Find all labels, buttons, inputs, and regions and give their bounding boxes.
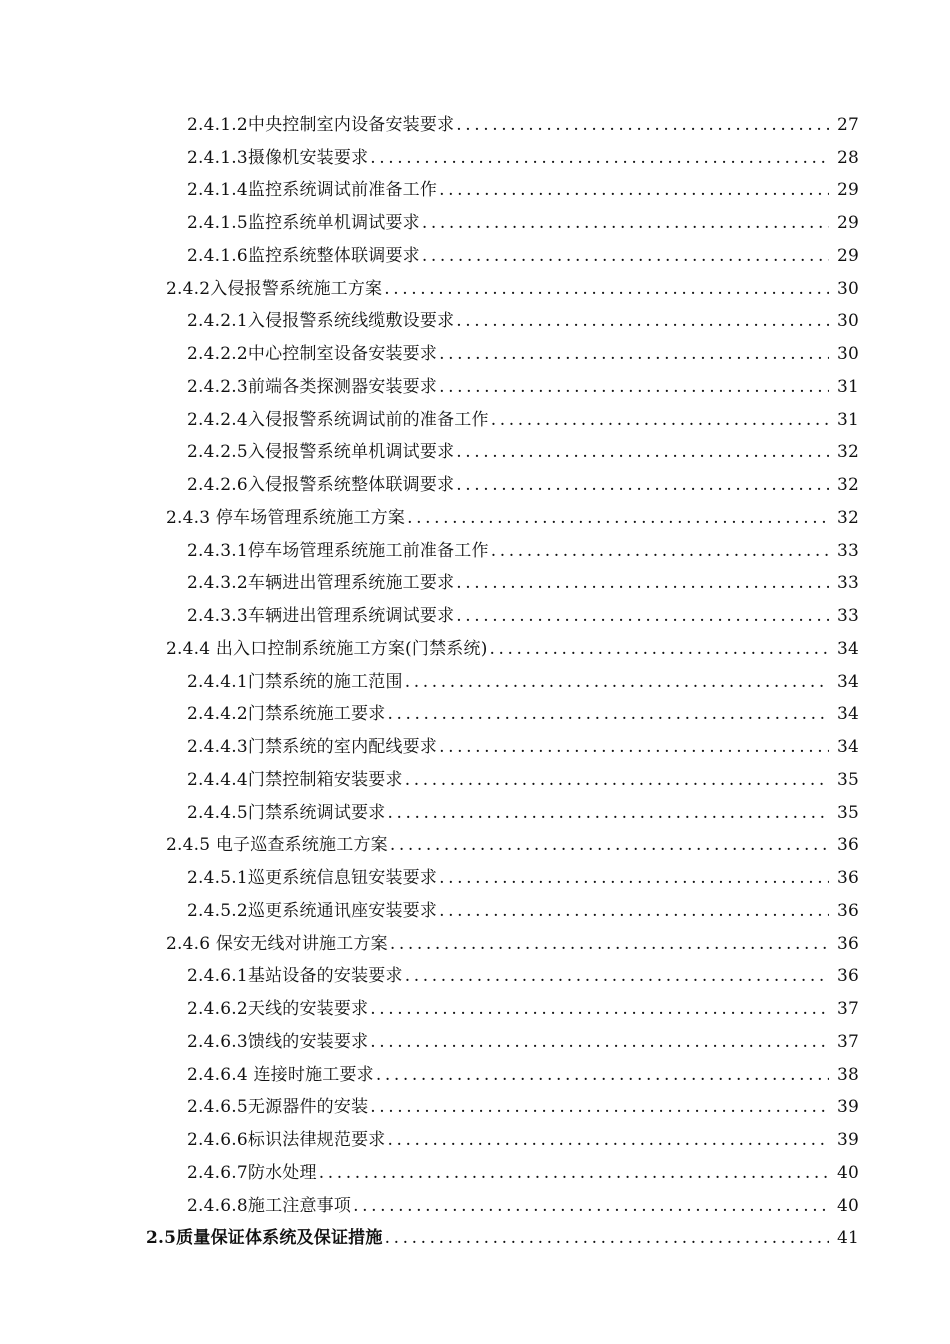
toc-entry[interactable] <box>0 1092 950 1125</box>
toc-entry-title: 2.4.5.2巡更系统通讯座安装要求 <box>187 900 438 921</box>
toc-entry[interactable] <box>0 699 950 732</box>
toc-leader-dots <box>422 215 829 232</box>
toc-entry-page-number: 39 <box>836 1097 859 1118</box>
toc-entry-page-number: 33 <box>836 606 859 627</box>
toc-entry-page-number: 30 <box>836 344 859 365</box>
toc-entry-title: 2.4.1.4监控系统调试前准备工作 <box>187 180 438 201</box>
toc-leader-dots <box>370 150 829 167</box>
toc-leader-dots <box>422 248 829 265</box>
toc-entry[interactable] <box>0 1059 950 1092</box>
toc-entry[interactable] <box>0 404 950 437</box>
toc-leader-dots <box>387 706 829 723</box>
toc-entry[interactable] <box>0 797 950 830</box>
toc-entry-page-number: 33 <box>836 573 859 594</box>
toc-entry-title: 2.4.6.2天线的安装要求 <box>187 999 369 1020</box>
toc-entry-title: 2.4.3 停车场管理系统施工方案 <box>166 507 406 528</box>
table-of-contents <box>0 109 950 1255</box>
toc-leader-dots <box>439 870 829 887</box>
toc-entry-title: 2.4.1.2中央控制室内设备安装要求 <box>187 114 455 135</box>
toc-entry-title: 2.4.6.6标识法律规范要求 <box>187 1130 386 1151</box>
toc-entry-title: 2.4.2.6入侵报警系统整体联调要求 <box>187 475 455 496</box>
toc-leader-dots <box>384 281 829 298</box>
toc-entry[interactable] <box>0 1223 950 1256</box>
toc-leader-dots <box>370 1099 829 1116</box>
toc-leader-dots <box>456 477 829 494</box>
toc-entry-page-number: 40 <box>836 1195 859 1216</box>
toc-entry-page-number: 35 <box>836 769 859 790</box>
toc-entry-page-number: 35 <box>836 802 859 823</box>
toc-entry[interactable] <box>0 666 950 699</box>
toc-entry[interactable] <box>0 1190 950 1223</box>
toc-leader-dots <box>405 968 829 985</box>
toc-entry-title: 2.5质量保证体系统及保证措施 <box>146 1228 383 1249</box>
toc-entry[interactable] <box>0 207 950 240</box>
toc-entry-page-number: 34 <box>836 737 859 758</box>
toc-entry-page-number: 34 <box>836 638 859 659</box>
toc-entry[interactable] <box>0 961 950 994</box>
toc-entry-page-number: 33 <box>836 540 859 561</box>
toc-leader-dots <box>370 1034 829 1051</box>
toc-entry[interactable] <box>0 142 950 175</box>
toc-leader-dots <box>456 117 829 134</box>
toc-entry[interactable] <box>0 928 950 961</box>
toc-leader-dots <box>376 1067 829 1084</box>
toc-entry[interactable] <box>0 502 950 535</box>
toc-leader-dots <box>456 575 829 592</box>
toc-entry-page-number: 37 <box>836 1031 859 1052</box>
toc-entry[interactable] <box>0 1124 950 1157</box>
toc-entry-title: 2.4.6.3馈线的安装要求 <box>187 1031 369 1052</box>
toc-entry-page-number: 31 <box>836 409 859 430</box>
toc-entry-page-number: 40 <box>836 1162 859 1183</box>
toc-entry[interactable] <box>0 175 950 208</box>
toc-entry-title: 2.4.3.1停车场管理系统施工前准备工作 <box>187 540 489 561</box>
toc-leader-dots <box>491 543 829 560</box>
toc-entry-title: 2.4.6.7防水处理 <box>187 1162 317 1183</box>
toc-entry-title: 2.4.4.5门禁系统调试要求 <box>187 802 386 823</box>
toc-entry[interactable] <box>0 469 950 502</box>
toc-leader-dots <box>387 805 829 822</box>
toc-entry[interactable] <box>0 600 950 633</box>
toc-entry[interactable] <box>0 437 950 470</box>
toc-leader-dots <box>319 1165 829 1182</box>
toc-entry-title: 2.4.2.3前端各类探测器安装要求 <box>187 376 438 397</box>
toc-entry-page-number: 37 <box>836 999 859 1020</box>
toc-entry-title: 2.4.6.1基站设备的安装要求 <box>187 966 403 987</box>
toc-entry-title: 2.4.5.1巡更系统信息钮安装要求 <box>187 868 438 889</box>
toc-entry-page-number: 30 <box>836 278 859 299</box>
toc-leader-dots <box>491 412 829 429</box>
toc-entry-title: 2.4.4.3门禁系统的室内配线要求 <box>187 737 438 758</box>
toc-entry-page-number: 36 <box>836 966 859 987</box>
toc-leader-dots <box>439 182 829 199</box>
toc-leader-dots <box>385 1230 829 1247</box>
toc-entry-title: 2.4.5 电子巡查系统施工方案 <box>166 835 388 856</box>
toc-entry-title: 2.4.6.4 连接时施工要求 <box>187 1064 374 1085</box>
toc-entry-title: 2.4.1.6监控系统整体联调要求 <box>187 245 420 266</box>
toc-entry-title: 2.4.4.2门禁系统施工要求 <box>187 704 386 725</box>
toc-entry-page-number: 39 <box>836 1130 859 1151</box>
toc-entry-page-number: 29 <box>836 213 859 234</box>
toc-entry-title: 2.4.4 出入口控制系统施工方案(门禁系统) <box>166 638 488 659</box>
toc-entry-title: 2.4.2入侵报警系统施工方案 <box>166 278 383 299</box>
toc-leader-dots <box>439 903 829 920</box>
toc-entry-title: 2.4.6.5无源器件的安装 <box>187 1097 369 1118</box>
toc-leader-dots <box>387 1132 829 1149</box>
toc-entry-page-number: 32 <box>836 442 859 463</box>
toc-leader-dots <box>456 444 829 461</box>
toc-entry[interactable] <box>0 633 950 666</box>
toc-entry-title: 2.4.2.4入侵报警系统调试前的准备工作 <box>187 409 489 430</box>
toc-entry[interactable] <box>0 240 950 273</box>
toc-entry[interactable] <box>0 371 950 404</box>
toc-entry[interactable] <box>0 1026 950 1059</box>
toc-entry-page-number: 36 <box>836 900 859 921</box>
toc-entry-page-number: 32 <box>836 507 859 528</box>
toc-leader-dots <box>370 1001 829 1018</box>
toc-leader-dots <box>405 674 829 691</box>
toc-entry-title: 2.4.2.2中心控制室设备安装要求 <box>187 344 438 365</box>
toc-leader-dots <box>439 346 829 363</box>
toc-entry-page-number: 36 <box>836 933 859 954</box>
toc-entry[interactable] <box>0 109 950 142</box>
toc-entry-page-number: 41 <box>836 1228 859 1249</box>
toc-entry-title: 2.4.2.1入侵报警系统线缆敷设要求 <box>187 311 455 332</box>
toc-leader-dots <box>405 772 829 789</box>
toc-entry[interactable] <box>0 764 950 797</box>
toc-entry-title: 2.4.3.3车辆进出管理系统调试要求 <box>187 606 455 627</box>
toc-leader-dots <box>353 1198 829 1215</box>
toc-entry-title: 2.4.2.5入侵报警系统单机调试要求 <box>187 442 455 463</box>
toc-leader-dots <box>390 936 829 953</box>
toc-leader-dots <box>439 379 829 396</box>
toc-entry[interactable] <box>0 306 950 339</box>
toc-entry-page-number: 34 <box>836 671 859 692</box>
toc-leader-dots <box>456 608 829 625</box>
toc-entry-page-number: 27 <box>836 114 859 135</box>
toc-leader-dots <box>456 313 829 330</box>
toc-leader-dots <box>390 837 829 854</box>
toc-entry[interactable] <box>0 862 950 895</box>
toc-entry-page-number: 29 <box>836 245 859 266</box>
toc-entry-title: 2.4.4.1门禁系统的施工范围 <box>187 671 403 692</box>
toc-entry-page-number: 36 <box>836 868 859 889</box>
toc-leader-dots <box>407 510 829 527</box>
toc-entry-page-number: 34 <box>836 704 859 725</box>
toc-entry-title: 2.4.6.8施工注意事项 <box>187 1195 352 1216</box>
toc-entry-title: 2.4.4.4门禁控制箱安装要求 <box>187 769 403 790</box>
toc-entry-title: 2.4.6 保安无线对讲施工方案 <box>166 933 388 954</box>
toc-entry-page-number: 36 <box>836 835 859 856</box>
toc-entry-title: 2.4.3.2车辆进出管理系统施工要求 <box>187 573 455 594</box>
toc-entry[interactable] <box>0 338 950 371</box>
toc-entry[interactable] <box>0 568 950 601</box>
toc-entry-title: 2.4.1.5监控系统单机调试要求 <box>187 213 420 234</box>
toc-entry-page-number: 32 <box>836 475 859 496</box>
toc-entry[interactable] <box>0 535 950 568</box>
toc-entry[interactable] <box>0 993 950 1026</box>
toc-entry-page-number: 30 <box>836 311 859 332</box>
toc-entry[interactable] <box>0 731 950 764</box>
toc-entry-page-number: 38 <box>836 1064 859 1085</box>
toc-leader-dots <box>490 641 829 658</box>
toc-entry[interactable] <box>0 1157 950 1190</box>
toc-entry[interactable] <box>0 895 950 928</box>
toc-entry[interactable] <box>0 273 950 306</box>
toc-leader-dots <box>439 739 829 756</box>
toc-entry-page-number: 28 <box>836 147 859 168</box>
toc-entry-title: 2.4.1.3摄像机安装要求 <box>187 147 369 168</box>
toc-entry-page-number: 31 <box>836 376 859 397</box>
toc-entry[interactable] <box>0 830 950 863</box>
toc-entry-page-number: 29 <box>836 180 859 201</box>
